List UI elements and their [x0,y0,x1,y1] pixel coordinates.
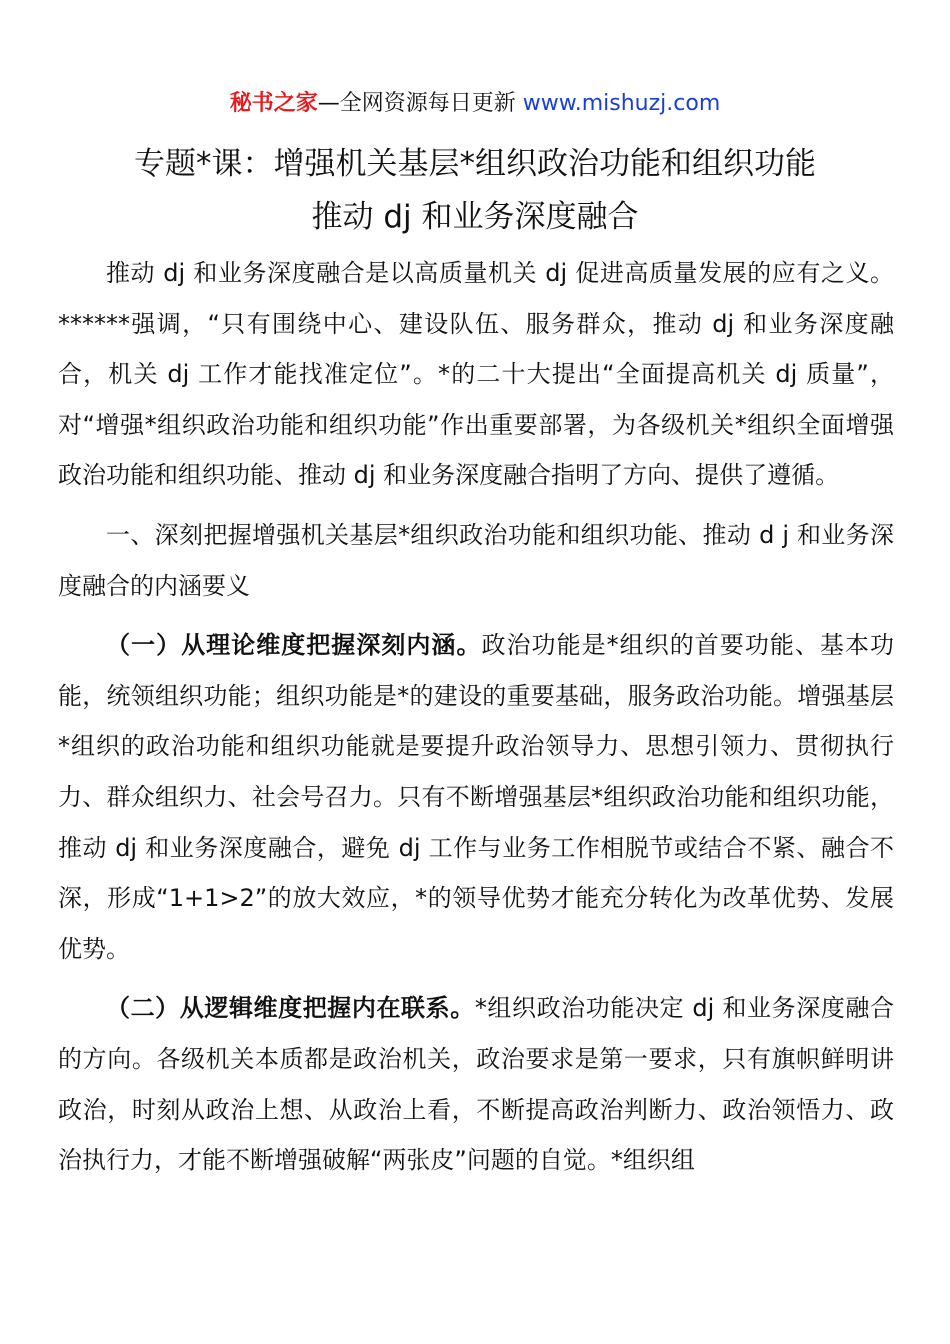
document-body [58,248,894,1186]
paragraph-lead: （一）从理论维度把握深刻内涵。 [106,631,482,660]
site-header [0,88,950,120]
paragraph-subsection-2 [58,983,894,1185]
site-brand: 秘书之家 [229,91,318,116]
document-title-line-1: 专题*课：增强机关基层*组织政治功能和组织功能 [134,146,816,182]
section-heading-1 [58,510,894,611]
paragraph-intro [58,248,894,501]
site-tagline: —全网资源每日更新 [317,91,523,116]
paragraph-text: 一、深刻把握增强机关基层*组织政治功能和组织功能、推动 d j 和业务深度融合的内涵要义 [58,520,894,600]
site-url-link[interactable]: www.mishuzj.com [522,91,721,116]
paragraph-text: 政治功能是*组织的首要功能、基本功能，统领组织功能；组织功能是*的建设的重要基础，服务政治功能。增强基层*组织的政治功能和组织功能就是要提升政治领导力、思想引领力、贯彻执行力、群众组织力、社会号召力。只有不断增强基层*组织政治功能和组织功能，推动 dj 和业务深度融合，避免 dj 工作与业务工作相脱节或结合不紧、融合不深，形成“1+1>2”的放大效应，*的领导优势才能充分转化为改革优势、发展优势。 [58,631,894,963]
paragraph-subsection-1 [58,620,894,974]
paragraph-lead: （二）从逻辑维度把握内在联系。 [106,994,475,1023]
document-title-line-2: 推动 dj 和业务深度融合 [311,199,639,235]
paragraph-text: 推动 dj 和业务深度融合是以高质量机关 dj 促进高质量发展的应有之义。******强调，“只有围绕中心、建设队伍、服务群众，推动 dj 和业务深度融合，机关 dj 工作才能找准定位”。*的二十大提出“全面提高机关 dj 质量”，对“增强*组织政治功能和组织功能”作出重要部署，为各级机关*组织全面增强政治功能和组织功能、推动 dj 和业务深度融合指明了方向、提供了遵循。 [58,259,894,490]
paragraph-text: *组织政治功能决定 dj 和业务深度融合的方向。各级机关本质都是政治机关，政治要求是第一要求，只有旗帜鲜明讲政治，时刻从政治上想、从政治上看，不断提高政治判断力、政治领悟力、政治执行力，才能不断增强破解“两张皮”问题的自觉。*组织组 [58,994,894,1175]
